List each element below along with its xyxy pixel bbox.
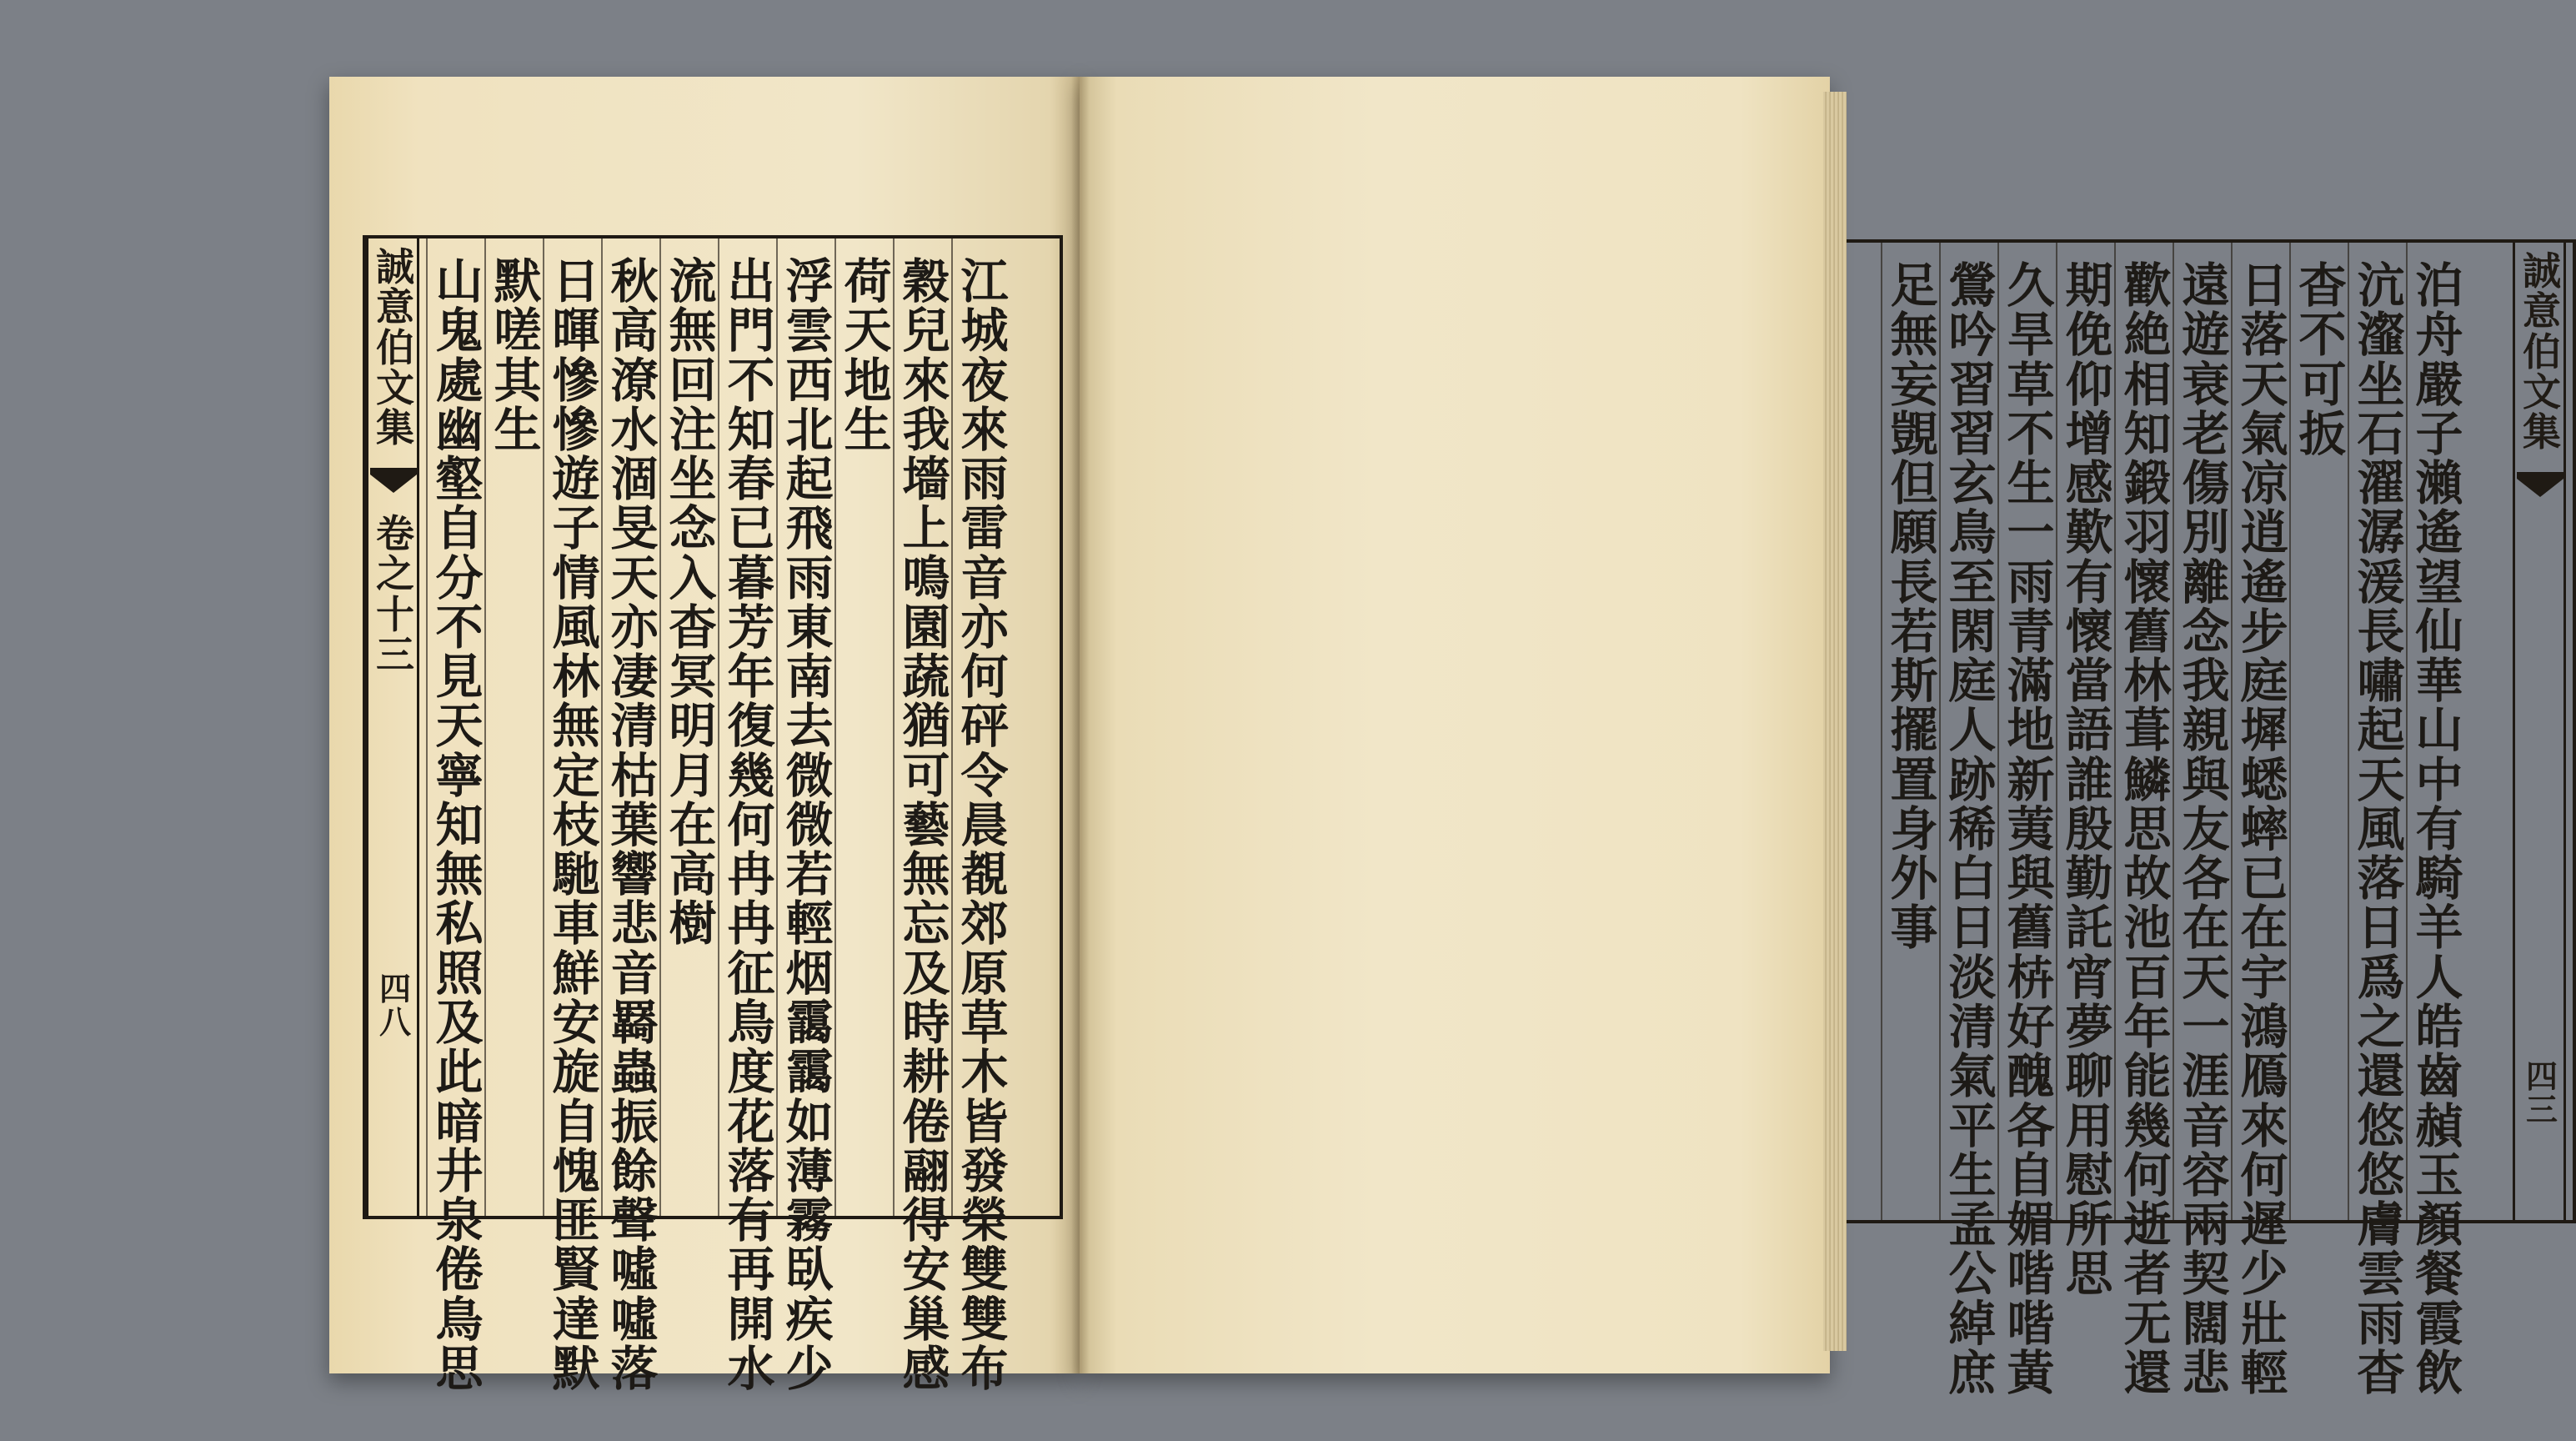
left-page-column-7: 秋 高 潦 水 涸 旻 天 亦 凄 清 枯 葉 響 悲 音 羇 蟲 振 餘 聲 噓 噓 落 <box>610 254 659 1397</box>
right-page-column-1: 泊 舟 嚴 子 瀨 遙 望 仙 華 山 中 有 騎 羊 人 皓 齒 赬 玉 顏 餐 霞 飲 <box>2415 258 2463 1401</box>
page-edge-stack <box>1823 92 1847 1351</box>
left-page-column-3: 荷 天 地 生 <box>844 254 892 458</box>
left-page-column-8: 日 暉 慘 慘 遊 子 情 風 林 無 定 枝 馳 車 鮮 安 旋 自 愧 匪 賢 達 默 <box>552 254 600 1397</box>
left-page-column-10: 山 鬼 處 幽 壑 自 分 不 見 天 寧 知 無 私 照 及 此 暗 井 泉 倦 鳥 思 <box>435 254 484 1397</box>
right-page <box>1080 77 2561 1401</box>
fishtail-mark-icon <box>2517 472 2563 500</box>
right-page-column-4: 日 落 天 氣 凉 逍 遙 步 庭 墀 蟋 蟀 已 在 宇 鴻 鴈 來 何 遲 少 壯 輕 <box>2240 258 2288 1401</box>
left-page-column-5: 出 門 不 知 春 已 暮 芳 年 復 幾 何 冉 冉 征 鳥 度 花 落 有 再 開 水 <box>727 254 775 1397</box>
left-page-column-6: 流 無 回 注 坐 念 入 杳 冥 明 月 在 高 樹 <box>669 254 717 952</box>
right-page-column-7: 期 俛 仰 增 感 歎 有 懷 當 語 誰 殷 勤 託 宵 夢 聊 用 慰 所 思 <box>2065 258 2113 1303</box>
left-page-column-4: 浮 雲 西 北 起 飛 雨 東 南 去 微 微 若 輕 烟 靄 靄 如 薄 霧 臥 疾 少 <box>785 254 834 1397</box>
right-page-banxin-title: 誠 意 伯 文 集 <box>2523 249 2561 455</box>
right-page-column-6: 歡 絶 相 知 鍛 羽 懷 舊 林 葺 鱗 思 故 池 百 年 能 幾 何 逝 者 无 還 <box>2123 258 2172 1401</box>
left-page-center-strip <box>366 238 419 1216</box>
open-book <box>329 77 2561 1401</box>
fishtail-mark-icon <box>370 468 417 496</box>
left-page-banxin-volume: 卷 之 十 三 <box>376 511 414 677</box>
right-page-column-9: 鶯 吟 習 習 玄 鳥 至 閑 庭 人 跡 稀 白 日 淡 清 氣 平 生 孟 公 綽 庶 <box>1948 258 1997 1401</box>
column-rule <box>1881 243 1882 1220</box>
left-page-column-2: 穀 兒 來 我 墻 上 鳴 園 蔬 猶 可 藝 無 忘 及 時 耕 倦 翮 得 安 巢 感 <box>902 254 950 1397</box>
right-page-banxin-folio: 四 三 <box>2525 1057 2558 1128</box>
right-text-frame <box>1842 239 2576 1401</box>
left-page-column-9: 默 嗟 其 生 <box>494 254 542 458</box>
right-page-column-10: 足 無 妄 覬 但 願 長 若 斯 擺 置 身 外 事 <box>1890 258 1938 956</box>
right-page-column-2: 沆 瀣 坐 石 濯 潺 湲 長 嘯 起 天 風 落 日 爲 之 還 悠 悠 膚 雲 雨 杳 <box>2357 258 2405 1401</box>
left-page <box>329 77 1080 1397</box>
left-page-banxin-folio: 四 八 <box>378 970 411 1041</box>
right-page-column-3: 杳 不 可 扳 <box>2298 258 2347 462</box>
right-page-center-strip <box>2513 243 2566 1220</box>
right-page-column-8: 久 旱 草 不 生 一 雨 青 滿 地 新 荑 與 舊 枿 好 醜 各 自 媚 喈 喈 黃 <box>2007 258 2055 1401</box>
left-page-banxin-title: 誠 意 伯 文 集 <box>376 244 414 451</box>
left-page-column-1: 江 城 夜 來 雨 雷 音 亦 何 砰 令 晨 覩 郊 原 草 木 皆 發 榮 雙 雙 布 <box>960 254 1009 1397</box>
left-text-frame <box>363 235 1063 1397</box>
book-gutter <box>1071 77 1090 1373</box>
column-rule <box>426 238 428 1216</box>
right-page-column-5: 遠 遊 衰 老 傷 別 離 念 我 親 與 友 各 在 天 一 涯 音 容 兩 契 闊 悲 <box>2182 258 2230 1401</box>
